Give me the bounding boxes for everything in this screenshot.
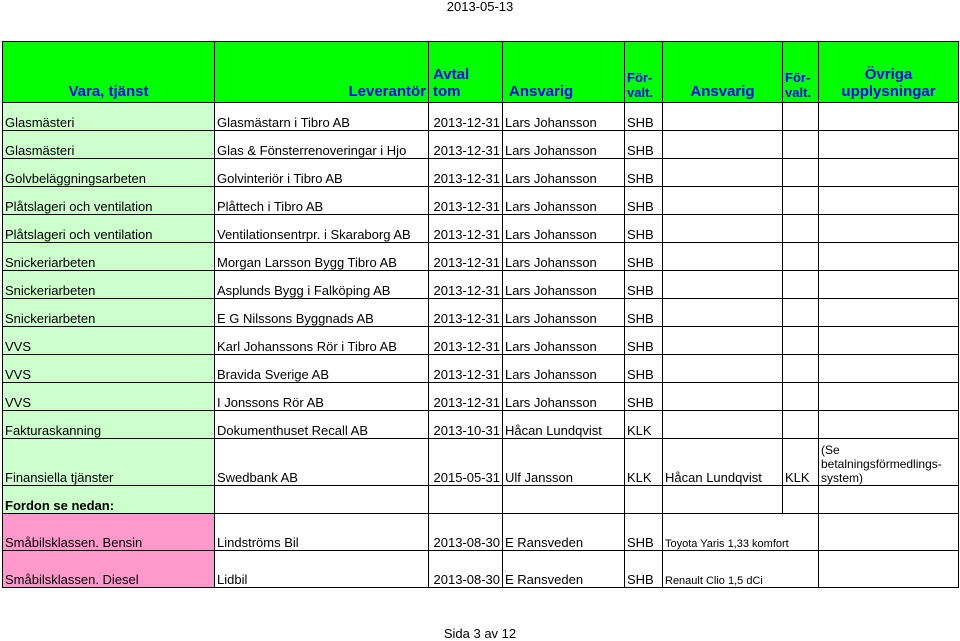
empty-cell [215,486,429,514]
cell-vara: Golvbeläggningsarbeten [3,159,215,187]
cell-ansvarig-2 [663,215,783,243]
cell-ansvarig-2 [663,271,783,299]
cell-ovriga [819,383,959,411]
cell-leverantor: Ventilationsentrpr. i Skaraborg AB [215,215,429,243]
cell-forvalt-2 [783,159,819,187]
header-vara: Vara, tjänst [3,42,215,103]
print-date: 2013-05-13 [446,0,514,14]
cell-leverantor: Asplunds Bygg i Falköping AB [215,271,429,299]
cell-forvalt: SHB [625,299,663,327]
cell-forvalt: SHB [625,187,663,215]
table-row [3,215,959,243]
table-row [3,327,959,355]
cell-ansvarig-2 [663,131,783,159]
cell-ansvarig: Lars Johansson [503,271,625,299]
cell-ovriga: (Se betalningsförmedlings-system) [819,439,959,486]
cell-avtal-tom: 2013-12-31 [429,271,503,299]
cell-ansvarig: Lars Johansson [503,215,625,243]
cell-ansvarig: Lars Johansson [503,131,625,159]
cell-leverantor: Lindströms Bil [215,514,429,551]
cell-ovriga [819,159,959,187]
cell-forvalt-2 [783,299,819,327]
cell-vara: Snickeriarbeten [3,243,215,271]
cell-ansvarig-2 [663,187,783,215]
cell-ansvarig: Lars Johansson [503,159,625,187]
cell-forvalt-2 [783,355,819,383]
cell-avtal-tom: 2013-10-31 [429,411,503,439]
cell-leverantor: I Jonssons Rör AB [215,383,429,411]
table-header [3,42,959,103]
cell-ovriga [819,327,959,355]
cell-vara: Glasmästeri [3,103,215,131]
cell-forvalt: SHB [625,551,663,588]
header-avtal-tom: Avtal tom [429,42,503,103]
cell-leverantor: Dokumenthuset Recall AB [215,411,429,439]
cell-ansvarig: Lars Johansson [503,383,625,411]
table-row [3,299,959,327]
cell-leverantor: Karl Johanssons Rör i Tibro AB [215,327,429,355]
cell-ansvarig-2 [663,327,783,355]
vehicle-row [3,551,959,588]
cell-ansvarig: Lars Johansson [503,355,625,383]
cell-ovriga [819,299,959,327]
section-label-fordon: Fordon se nedan: [3,486,215,514]
cell-ovriga [819,411,959,439]
cell-avtal-tom: 2013-08-30 [429,551,503,588]
empty-cell [625,486,663,514]
cell-avtal-tom: 2013-12-31 [429,159,503,187]
cell-ansvarig: Lars Johansson [503,327,625,355]
cell-forvalt: SHB [625,271,663,299]
cell-ansvarig-2 [663,159,783,187]
cell-vara: Glasmästeri [3,131,215,159]
cell-vehicle-model: Toyota Yaris 1,33 komfort [663,514,819,551]
cell-ovriga [819,215,959,243]
table-row [3,159,959,187]
cell-forvalt-2 [783,271,819,299]
cell-vara: Snickeriarbeten [3,299,215,327]
cell-ansvarig: Håcan Lundqvist [503,411,625,439]
cell-leverantor: Morgan Larsson Bygg Tibro AB [215,243,429,271]
cell-forvalt: KLK [625,439,663,486]
page-number: Sida 3 av 12 [443,626,517,641]
vehicle-row [3,514,959,551]
cell-leverantor: Swedbank AB [215,439,429,486]
cell-forvalt: SHB [625,355,663,383]
cell-avtal-tom: 2013-12-31 [429,131,503,159]
cell-forvalt-2 [783,131,819,159]
header-ansvarig-2: Ansvarig [663,42,783,103]
cell-leverantor: Glasmästarn i Tibro AB [215,103,429,131]
cell-leverantor: Plåttech i Tibro AB [215,187,429,215]
cell-forvalt: SHB [625,103,663,131]
empty-cell [663,486,783,514]
empty-cell [503,486,625,514]
cell-forvalt: SHB [625,215,663,243]
table-row [3,243,959,271]
cell-ansvarig-2 [663,383,783,411]
cell-ansvarig-2: Håcan Lundqvist [663,439,783,486]
cell-avtal-tom: 2015-05-31 [429,439,503,486]
cell-avtal-tom: 2013-12-31 [429,355,503,383]
cell-ovriga [819,187,959,215]
table-row [3,411,959,439]
cell-forvalt-2 [783,215,819,243]
cell-vara: Fakturaskanning [3,411,215,439]
table-row [3,103,959,131]
cell-ansvarig-2 [663,299,783,327]
cell-avtal-tom: 2013-12-31 [429,243,503,271]
cell-ovriga [819,131,959,159]
cell-ansvarig-2 [663,103,783,131]
cell-ansvarig-2 [663,355,783,383]
cell-ansvarig: Lars Johansson [503,299,625,327]
cell-ansvarig: E Ransveden [503,551,625,588]
cell-vehicle-model: Renault Clio 1,5 dCi [663,551,819,588]
table-row [3,355,959,383]
cell-forvalt-2 [783,383,819,411]
cell-leverantor: Lidbil [215,551,429,588]
cell-vara: VVS [3,327,215,355]
empty-cell [819,486,959,514]
cell-vara: Finansiella tjänster [3,439,215,486]
table-row [3,271,959,299]
section-row [3,486,959,514]
cell-avtal-tom: 2013-12-31 [429,215,503,243]
cell-forvalt: SHB [625,327,663,355]
cell-forvalt: SHB [625,383,663,411]
cell-ansvarig-2 [663,243,783,271]
cell-avtal-tom: 2013-12-31 [429,299,503,327]
cell-vara: VVS [3,383,215,411]
header-ansvarig: Ansvarig [503,42,625,103]
cell-forvalt: SHB [625,131,663,159]
cell-ovriga [819,514,959,551]
cell-forvalt-2 [783,411,819,439]
cell-forvalt: SHB [625,159,663,187]
cell-leverantor: Glas & Fönsterrenoveringar i Hjo [215,131,429,159]
cell-ovriga [819,271,959,299]
cell-ansvarig: Ulf Jansson [503,439,625,486]
header-forvalt: För-valt. [625,42,663,103]
cell-forvalt-2 [783,243,819,271]
cell-forvalt: KLK [625,411,663,439]
cell-vara: VVS [3,355,215,383]
cell-ovriga [819,243,959,271]
supplier-table [2,41,959,588]
cell-forvalt: SHB [625,243,663,271]
table-row [3,131,959,159]
cell-ansvarig-2 [663,411,783,439]
cell-ovriga [819,355,959,383]
cell-vara: Snickeriarbeten [3,271,215,299]
cell-avtal-tom: 2013-08-30 [429,514,503,551]
cell-vara: Småbilsklassen. Bensin [3,514,215,551]
header-forvalt-2: För-valt. [783,42,819,103]
cell-ansvarig: Lars Johansson [503,187,625,215]
empty-cell [783,486,819,514]
cell-vara: Plåtslageri och ventilation [3,215,215,243]
cell-avtal-tom: 2013-12-31 [429,327,503,355]
cell-avtal-tom: 2013-12-31 [429,187,503,215]
cell-vara: Plåtslageri och ventilation [3,187,215,215]
cell-leverantor: Golvinteriör i Tibro AB [215,159,429,187]
cell-leverantor: E G Nilssons Byggnads AB [215,299,429,327]
table-row [3,383,959,411]
cell-avtal-tom: 2013-12-31 [429,383,503,411]
table-row [3,187,959,215]
table-body [3,103,959,588]
cell-forvalt-2 [783,327,819,355]
cell-ansvarig: E Ransveden [503,514,625,551]
header-leverantor: Leverantör [215,42,429,103]
cell-avtal-tom: 2013-12-31 [429,103,503,131]
header-ovriga: Övriga upplysningar [819,42,959,103]
cell-forvalt-2: KLK [783,439,819,486]
cell-forvalt-2 [783,187,819,215]
cell-vara: Småbilsklassen. Diesel [3,551,215,588]
table-row [3,439,959,486]
cell-forvalt: SHB [625,514,663,551]
cell-leverantor: Bravida Sverige AB [215,355,429,383]
cell-ansvarig: Lars Johansson [503,103,625,131]
cell-ovriga [819,551,959,588]
cell-ansvarig: Lars Johansson [503,243,625,271]
empty-cell [429,486,503,514]
cell-forvalt-2 [783,103,819,131]
cell-ovriga [819,103,959,131]
